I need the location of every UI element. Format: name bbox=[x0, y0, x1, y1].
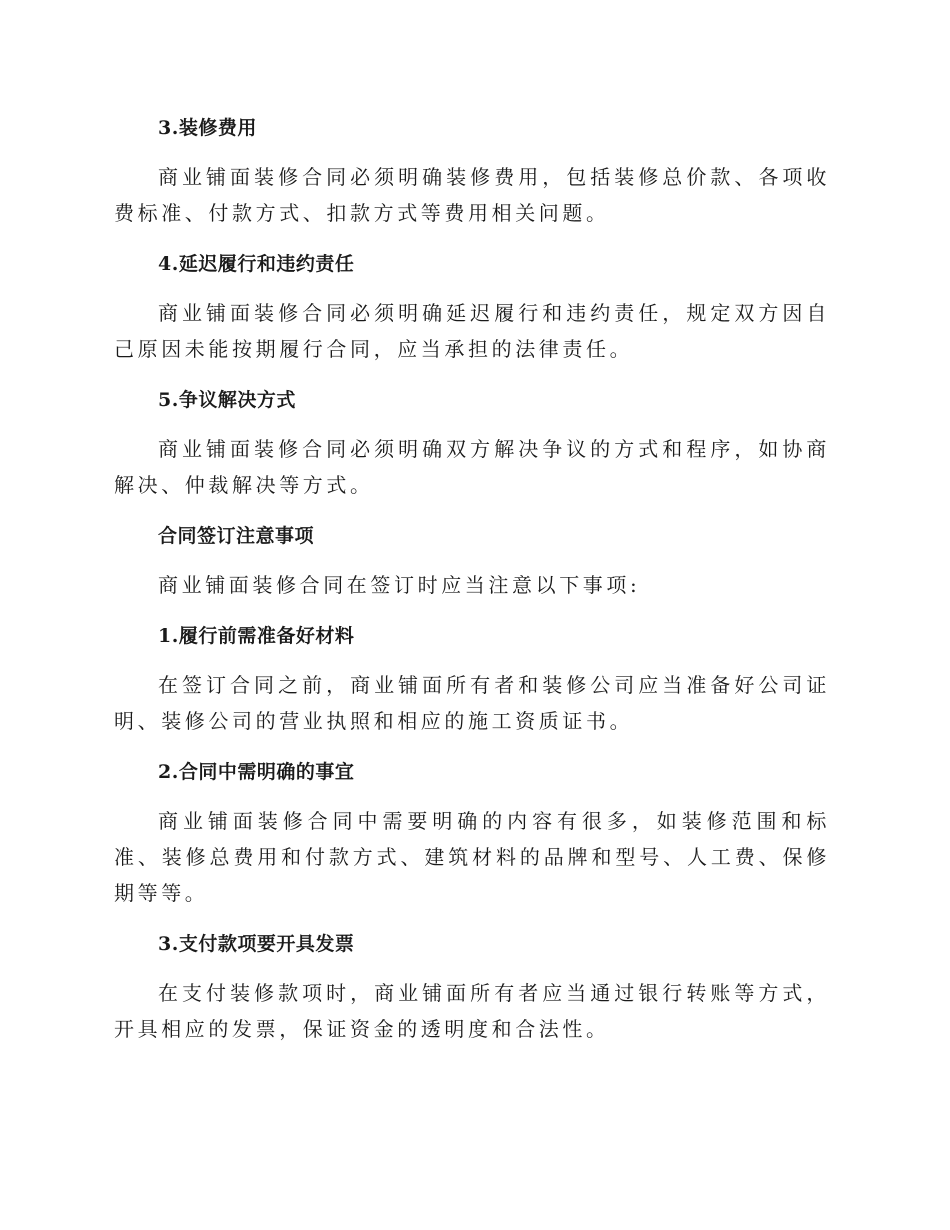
section-body-breach: 商业铺面装修合同必须明确延迟履行和违约责任，规定双方因自己原因未能按期履行合同，应当承担的法律责任。 bbox=[114, 301, 830, 361]
section-heading-invoice: 3.支付款项要开具发票 bbox=[158, 933, 355, 955]
section-body-dispute: 商业铺面装修合同必须明确双方解决争议的方式和程序，如协商解决、仲裁解决等方式。 bbox=[114, 437, 830, 497]
document-page bbox=[114, 110, 830, 1047]
section-body-fees: 商业铺面装修合同必须明确装修费用，包括装修总价款、各项收费标准、付款方式、扣款方式等费用相关问题。 bbox=[114, 165, 830, 225]
section-heading-signing-notes: 合同签订注意事项 bbox=[158, 525, 315, 547]
section-heading-fees: 3.装修费用 bbox=[158, 117, 257, 139]
section-body-signing-notes: 商业铺面装修合同在签订时应当注意以下事项: bbox=[158, 573, 641, 597]
section-heading-contract-matters: 2.合同中需明确的事宜 bbox=[158, 761, 355, 783]
section-body-invoice: 在支付装修款项时，商业铺面所有者应当通过银行转账等方式，开具相应的发票，保证资金的透明度和合法性。 bbox=[114, 981, 830, 1041]
section-heading-breach: 4.延迟履行和违约责任 bbox=[158, 253, 355, 275]
section-heading-prepare-materials: 1.履行前需准备好材料 bbox=[158, 625, 355, 647]
section-body-contract-matters: 商业铺面装修合同中需要明确的内容有很多，如装修范围和标准、装修总费用和付款方式、建筑材料的品牌和型号、人工费、保修期等等。 bbox=[114, 809, 830, 905]
section-body-prepare-materials: 在签订合同之前，商业铺面所有者和装修公司应当准备好公司证明、装修公司的营业执照和相应的施工资质证书。 bbox=[114, 673, 830, 733]
section-heading-dispute: 5.争议解决方式 bbox=[158, 389, 296, 411]
